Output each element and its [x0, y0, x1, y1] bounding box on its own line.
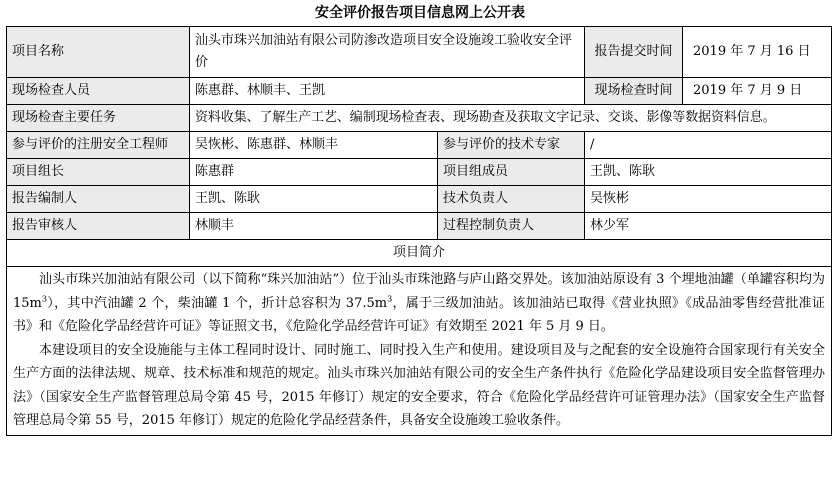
inspect-time-value: 2019 年 7 月 9 日: [693, 83, 803, 98]
row-writer: [7, 186, 832, 213]
intro-paragraph-1: 汕头市珠兴加油站有限公司（以下简称“珠兴加油站”）位于汕头市珠池路与庐山路交界处。该加油站原设有 3 个埋地油罐（单罐容积均为 $15m^3$），其中汽油罐 2 个，柴油罐 1 个，折计总容积为 $37.5m^3$，属于三级加油站。该加油站已取得《营业执照》《成品油零售经营批准证书》和《危险化学品经营许可证》等证照文书，《危险化学品经营许可证》有效期至 2021 年 5 月 9 日。: [13, 272, 826, 334]
main-tasks-label: 现场检查主要任务: [7, 105, 190, 132]
row-engineers: [7, 132, 832, 159]
leader-value: 陈惠群: [190, 159, 438, 186]
row-main-tasks: [7, 105, 832, 132]
submit-time-value: 2019 年 7 月 16 日: [693, 44, 811, 59]
document-title: 安全评价报告项目信息网上公开表: [315, 5, 525, 21]
inspectors-label: 现场检查人员: [7, 78, 190, 105]
intro-body: [7, 267, 832, 436]
experts-value: /: [585, 132, 832, 159]
tech-lead-value: 吴恢彬: [585, 186, 832, 213]
intro-paragraph-2: 本建设项目的安全设施能与主体工程同时设计、同时施工、同时投入生产和使用。建设项目及与之配套的安全设施符合国家现行有关安全生产方面的法律法规、规章、技术标准和规范的规定。汕头市珠兴加油站有限公司的安全生产条件执行《危险化学品建设项目安全监督管理办法》（国家安全生产监督管理总局令第 45 号，2015 年修订）规定的安全要求，符合《危险化学品经营许可证管理办法》（国家安全生产监督管理总局令第 55 号，2015 年修订）规定的危险化学品经营条件，具备安全设施竣工验收条件。: [13, 342, 826, 428]
submit-time-label: 报告提交时间: [585, 27, 683, 77]
row-leader: [7, 159, 832, 186]
writer-label: 报告编制人: [7, 186, 190, 213]
process-label: 过程控制负责人: [438, 213, 585, 240]
reviewer-label: 报告审核人: [7, 213, 190, 240]
project-name-label: 项目名称: [7, 27, 190, 78]
inspect-time-label: 现场检查时间: [585, 78, 683, 104]
experts-label: 参与评价的技术专家: [438, 132, 585, 159]
members-value: 王凯、陈耿: [585, 159, 832, 186]
engineers-value: 吴恢彬、陈惠群、林顺丰: [190, 132, 438, 159]
project-name-value: 汕头市珠兴加油站有限公司防渗改造项目安全设施竣工验收安全评价: [190, 27, 585, 78]
inspectors-value: 陈惠群、林顺丰、王凯: [190, 78, 585, 105]
leader-label: 项目组长: [7, 159, 190, 186]
row-intro-body: [7, 267, 832, 436]
intro-heading: 项目简介: [7, 240, 832, 267]
tech-lead-label: 技术负责人: [438, 186, 585, 213]
submit-cell: [585, 27, 832, 78]
reviewer-value: 林顺丰: [190, 213, 438, 240]
inspect-time-cell: [585, 78, 832, 105]
info-table: [6, 26, 832, 436]
members-label: 项目组成员: [438, 159, 585, 186]
row-intro-heading: [7, 240, 832, 267]
row-project-name: [7, 27, 832, 78]
engineers-label: 参与评价的注册安全工程师: [7, 132, 190, 159]
process-value: 林少军: [585, 213, 832, 240]
writer-value: 王凯、陈耿: [190, 186, 438, 213]
row-inspectors: [7, 78, 832, 105]
row-reviewer: [7, 213, 832, 240]
main-tasks-value: 资料收集、了解生产工艺、编制现场检查表、现场勘查及获取文字记录、交谈、影像等数据资料信息。: [190, 105, 832, 132]
